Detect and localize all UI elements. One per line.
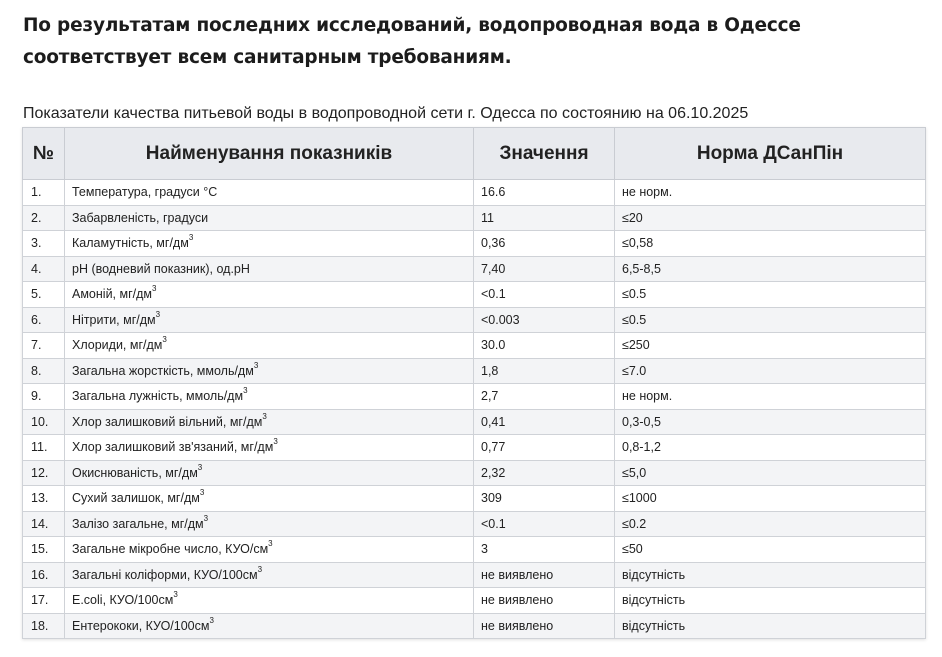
indicator-name-text: Загальна жорсткість, ммоль/дм bbox=[72, 363, 254, 378]
indicator-value: 0,36 bbox=[474, 231, 615, 257]
table-row bbox=[23, 613, 926, 639]
table-row bbox=[23, 333, 926, 359]
row-number: 2. bbox=[23, 205, 65, 231]
unit-superscript: 3 bbox=[268, 539, 273, 549]
indicator-name bbox=[65, 358, 474, 384]
row-number: 13. bbox=[23, 486, 65, 512]
indicator-name-text: Загальні коліформи, КУО/100см bbox=[72, 567, 258, 582]
unit-superscript: 3 bbox=[162, 335, 167, 345]
indicator-norm: ≤250 bbox=[615, 333, 926, 359]
unit-superscript: 3 bbox=[173, 590, 178, 600]
table-caption: Показатели качества питьевой воды в водопроводной сети г. Одесса по состоянию на 06.10.2025 bbox=[23, 105, 749, 122]
indicator-value: 16.6 bbox=[474, 180, 615, 206]
row-number: 7. bbox=[23, 333, 65, 359]
row-number: 3. bbox=[23, 231, 65, 257]
indicator-name-text: Загальне мікробне число, КУО/см bbox=[72, 542, 269, 557]
indicator-name bbox=[65, 384, 474, 410]
table-row bbox=[23, 307, 926, 333]
table-row bbox=[23, 231, 926, 257]
indicator-name bbox=[65, 613, 474, 639]
table-body bbox=[23, 180, 926, 639]
row-number: 6. bbox=[23, 307, 65, 333]
indicator-name-text: E.coli, КУО/100см bbox=[72, 593, 174, 608]
indicator-name bbox=[65, 409, 474, 435]
unit-superscript: 3 bbox=[253, 360, 259, 370]
unit-superscript: 3 bbox=[257, 564, 263, 574]
unit-superscript: 3 bbox=[262, 411, 267, 421]
indicator-norm: не норм. bbox=[615, 384, 926, 410]
indicator-name-text: pH (водневий показник), од.pH bbox=[72, 261, 250, 276]
header-indicator-name: Найменування показників bbox=[65, 128, 474, 180]
unit-superscript: 3 bbox=[273, 437, 278, 447]
indicator-name bbox=[65, 333, 474, 359]
indicator-norm: відсутність bbox=[615, 588, 926, 614]
indicator-name bbox=[65, 588, 474, 614]
unit-superscript: 3 bbox=[209, 615, 214, 625]
table-header-row bbox=[23, 128, 926, 180]
unit-superscript: 3 bbox=[243, 386, 248, 396]
indicator-name bbox=[65, 537, 474, 563]
indicator-value: 7,40 bbox=[474, 256, 615, 282]
indicator-name-text: Нітрити, мг/дм bbox=[72, 312, 156, 327]
indicator-value: 2,7 bbox=[474, 384, 615, 410]
header-number: № bbox=[23, 128, 65, 180]
indicator-name bbox=[65, 256, 474, 282]
indicator-norm: ≤0.2 bbox=[615, 511, 926, 537]
indicator-value: <0.1 bbox=[474, 511, 615, 537]
row-number: 11. bbox=[23, 435, 65, 461]
indicator-name-text: Каламутність, мг/дм bbox=[72, 236, 189, 251]
indicator-value: 30.0 bbox=[474, 333, 615, 359]
indicator-name-text: Амоній, мг/дм bbox=[72, 287, 153, 302]
table-row bbox=[23, 180, 926, 206]
indicator-name bbox=[65, 180, 474, 206]
row-number: 17. bbox=[23, 588, 65, 614]
indicator-norm: ≤0.5 bbox=[615, 307, 926, 333]
indicator-value: 0,41 bbox=[474, 409, 615, 435]
indicator-norm: відсутність bbox=[615, 613, 926, 639]
table-row bbox=[23, 537, 926, 563]
indicator-name bbox=[65, 205, 474, 231]
row-number: 4. bbox=[23, 256, 65, 282]
table-row bbox=[23, 435, 926, 461]
table-row bbox=[23, 358, 926, 384]
indicator-name-text: Хлор залишковий вільний, мг/дм bbox=[72, 414, 263, 429]
indicator-name bbox=[65, 511, 474, 537]
indicator-value: 11 bbox=[474, 205, 615, 231]
unit-superscript: 3 bbox=[188, 233, 194, 243]
indicator-norm: 6,5-8,5 bbox=[615, 256, 926, 282]
indicator-name-text: Залізо загальне, мг/дм bbox=[72, 516, 204, 531]
row-number: 9. bbox=[23, 384, 65, 410]
row-number: 12. bbox=[23, 460, 65, 486]
table-row bbox=[23, 460, 926, 486]
unit-superscript: 3 bbox=[203, 513, 209, 523]
row-number: 8. bbox=[23, 358, 65, 384]
table-row bbox=[23, 562, 926, 588]
table-row bbox=[23, 511, 926, 537]
indicator-name-text: Хлориди, мг/дм bbox=[72, 338, 163, 353]
row-number: 16. bbox=[23, 562, 65, 588]
indicator-norm: ≤20 bbox=[615, 205, 926, 231]
indicator-value: 309 bbox=[474, 486, 615, 512]
indicator-name bbox=[65, 307, 474, 333]
indicator-name bbox=[65, 562, 474, 588]
indicator-name-text: Окиснюваність, мг/дм bbox=[72, 465, 198, 480]
indicator-name bbox=[65, 282, 474, 308]
indicator-name-text: Загальна лужність, ммоль/дм bbox=[72, 389, 244, 404]
indicator-value: <0.1 bbox=[474, 282, 615, 308]
table-row bbox=[23, 486, 926, 512]
indicator-value: <0.003 bbox=[474, 307, 615, 333]
indicator-norm: ≤50 bbox=[615, 537, 926, 563]
water-quality-table bbox=[22, 127, 926, 639]
indicator-name-text: Забарвленість, градуси bbox=[72, 210, 209, 225]
indicator-name bbox=[65, 231, 474, 257]
indicator-norm: 0,3-0,5 bbox=[615, 409, 926, 435]
indicator-value: 3 bbox=[474, 537, 615, 563]
indicator-value: 2,32 bbox=[474, 460, 615, 486]
row-number: 14. bbox=[23, 511, 65, 537]
row-number: 10. bbox=[23, 409, 65, 435]
indicator-name-text: Хлор залишковий зв'язаний, мг/дм bbox=[72, 440, 274, 455]
unit-superscript: 3 bbox=[155, 309, 161, 319]
indicator-norm: ≤1000 bbox=[615, 486, 926, 512]
indicator-value: 1,8 bbox=[474, 358, 615, 384]
table-row bbox=[23, 205, 926, 231]
indicator-norm: ≤0.5 bbox=[615, 282, 926, 308]
unit-superscript: 3 bbox=[199, 488, 205, 498]
row-number: 1. bbox=[23, 180, 65, 206]
header-value: Значення bbox=[474, 128, 615, 180]
indicator-name-text: Температура, градуси °С bbox=[72, 185, 218, 200]
table-row bbox=[23, 409, 926, 435]
indicator-value: 0,77 bbox=[474, 435, 615, 461]
table-row bbox=[23, 384, 926, 410]
unit-superscript: 3 bbox=[197, 462, 203, 472]
indicator-value: не виявлено bbox=[474, 588, 615, 614]
indicator-name-text: Сухий залишок, мг/дм bbox=[72, 491, 200, 506]
indicator-norm: відсутність bbox=[615, 562, 926, 588]
unit-superscript: 3 bbox=[152, 284, 157, 294]
table-row bbox=[23, 282, 926, 308]
page-headline: По результатам последних исследований, водопроводная вода в Одессе соответствует всем санитарным требованиям. bbox=[23, 15, 801, 68]
indicator-name bbox=[65, 486, 474, 512]
indicator-name bbox=[65, 460, 474, 486]
indicator-value: не виявлено bbox=[474, 562, 615, 588]
indicator-name bbox=[65, 435, 474, 461]
indicator-norm: 0,8-1,2 bbox=[615, 435, 926, 461]
row-number: 15. bbox=[23, 537, 65, 563]
indicator-norm: ≤7.0 bbox=[615, 358, 926, 384]
row-number: 18. bbox=[23, 613, 65, 639]
table-row bbox=[23, 256, 926, 282]
table-row bbox=[23, 588, 926, 614]
indicator-value: не виявлено bbox=[474, 613, 615, 639]
indicator-norm: не норм. bbox=[615, 180, 926, 206]
row-number: 5. bbox=[23, 282, 65, 308]
indicator-name-text: Ентерококи, КУО/100см bbox=[72, 618, 210, 633]
indicator-norm: ≤5,0 bbox=[615, 460, 926, 486]
indicator-norm: ≤0,58 bbox=[615, 231, 926, 257]
header-norm: Норма ДСанПін bbox=[615, 128, 926, 180]
